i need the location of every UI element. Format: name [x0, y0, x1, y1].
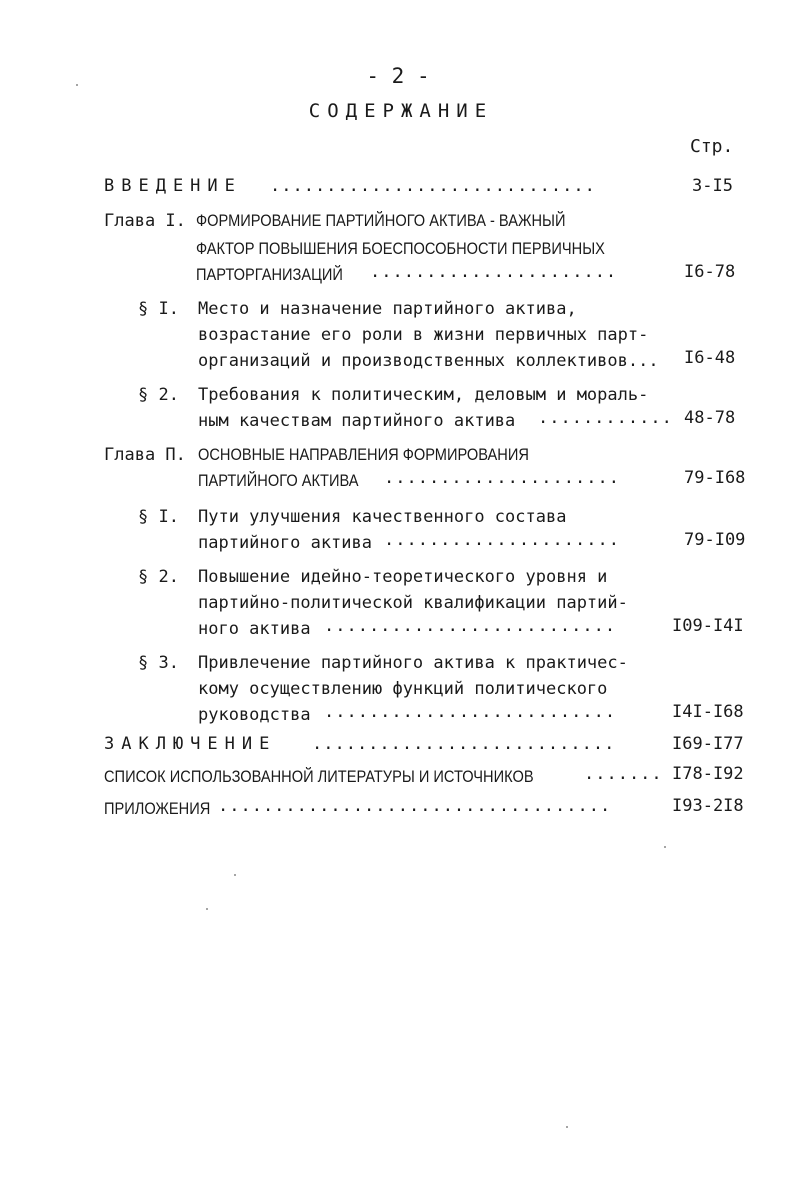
toc-appendix-pages: I93-2I8 [672, 796, 744, 816]
toc-leader-dots: ............................. [270, 176, 596, 196]
toc-ch1-line3: ПАРТОРГАНИЗАЦИЙ [196, 265, 343, 284]
toc-leader-dots: ................................... [218, 796, 612, 816]
toc-references-label: СПИСОК ИСПОЛЬЗОВАННОЙ ЛИТЕРАТУРЫ И ИСТОЧНИКОВ [104, 767, 534, 786]
toc-ch2s3-line3: руководства [198, 705, 311, 725]
scan-speck [206, 908, 208, 910]
toc-ch2-line2: ПАРТИЙНОГО АКТИВА [198, 471, 359, 490]
page-column-label: Стр. [690, 136, 734, 157]
toc-ch2-line1: ОСНОВНЫЕ НАПРАВЛЕНИЯ ФОРМИРОВАНИЯ [198, 445, 529, 464]
toc-ch1s1-pages: I6-48 [684, 348, 736, 368]
toc-ch2s3-line2: кому осуществлению функций политического [198, 679, 608, 699]
toc-ch2s1-pages: 79-I09 [684, 530, 746, 550]
toc-ch2s2-line2: партийно-политической квалификации партий- [198, 593, 628, 613]
toc-ch2s1-line1: Пути улучшения качественного состава [198, 507, 567, 527]
scan-speck [664, 846, 666, 848]
toc-ch2s1-prefix: § I. [138, 507, 179, 527]
toc-leader-dots: ........................... [312, 734, 616, 754]
toc-references-pages: I78-I92 [672, 764, 744, 784]
toc-leader-dots: .......................... [324, 702, 617, 722]
toc-leader-dots: .......................... [324, 616, 617, 636]
toc-ch2s3-pages: I4I-I68 [672, 702, 744, 722]
page-title: СОДЕРЖАНИЕ [308, 100, 494, 122]
toc-ch1s2-line2: ным качествам партийного актива [198, 411, 516, 431]
scan-speck [234, 874, 236, 876]
toc-ch1s1-prefix: § I. [138, 299, 179, 319]
toc-ch1s2-prefix: § 2. [138, 385, 179, 405]
toc-ch1-line1: ФОРМИРОВАНИЕ ПАРТИЙНОГО АКТИВА - ВАЖНЫЙ [196, 211, 566, 230]
toc-appendix-label: ПРИЛОЖЕНИЯ [104, 799, 211, 818]
toc-ch1-prefix: Глава I. [104, 211, 186, 231]
toc-intro-label: ВВЕДЕНИЕ [104, 176, 242, 196]
toc-ch1s2-line1: Требования к политическим, деловым и мораль- [198, 385, 649, 405]
toc-ch2s2-prefix: § 2. [138, 567, 179, 587]
toc-ch1s2-pages: 48-78 [684, 408, 736, 428]
page-number: - 2 - [366, 64, 430, 88]
toc-ch1s1-line1: Место и назначение партийного актива, [198, 299, 577, 319]
toc-ch1s1-line2: возрастание его роли в жизни первичных парт- [198, 325, 649, 345]
toc-leader-dots: ..................... [384, 468, 620, 488]
toc-ch2s1-line2: партийного актива [198, 533, 372, 553]
toc-conclusion-label: ЗАКЛЮЧЕНИЕ [104, 734, 277, 754]
toc-ch1s1-line3: организаций и производственных коллективов... [198, 351, 659, 371]
toc-leader-dots: ............ [538, 408, 673, 428]
scan-speck [566, 1126, 568, 1128]
toc-ch2s2-pages: I09-I4I [672, 616, 744, 636]
toc-intro-pages: 3-I5 [692, 176, 733, 196]
toc-ch2s2-line3: ного актива [198, 619, 311, 639]
toc-ch2s3-line1: Привлечение партийного актива к практичес- [198, 653, 628, 673]
toc-ch2-pages: 79-I68 [684, 468, 746, 488]
toc-leader-dots: ....... [584, 764, 663, 784]
toc-ch2s2-line1: Повышение идейно-теоретического уровня и [198, 567, 608, 587]
toc-ch2-prefix: Глава П. [104, 445, 186, 465]
toc-conclusion-pages: I69-I77 [672, 734, 744, 754]
toc-leader-dots: ..................... [384, 530, 620, 550]
toc-ch1-pages: I6-78 [684, 262, 736, 282]
toc-ch2s3-prefix: § 3. [138, 653, 179, 673]
toc-leader-dots: ...................... [370, 262, 618, 282]
toc-ch1-line2: ФАКТОР ПОВЫШЕНИЯ БОЕСПОСОБНОСТИ ПЕРВИЧНЫХ [196, 239, 605, 258]
scan-speck [76, 84, 78, 86]
